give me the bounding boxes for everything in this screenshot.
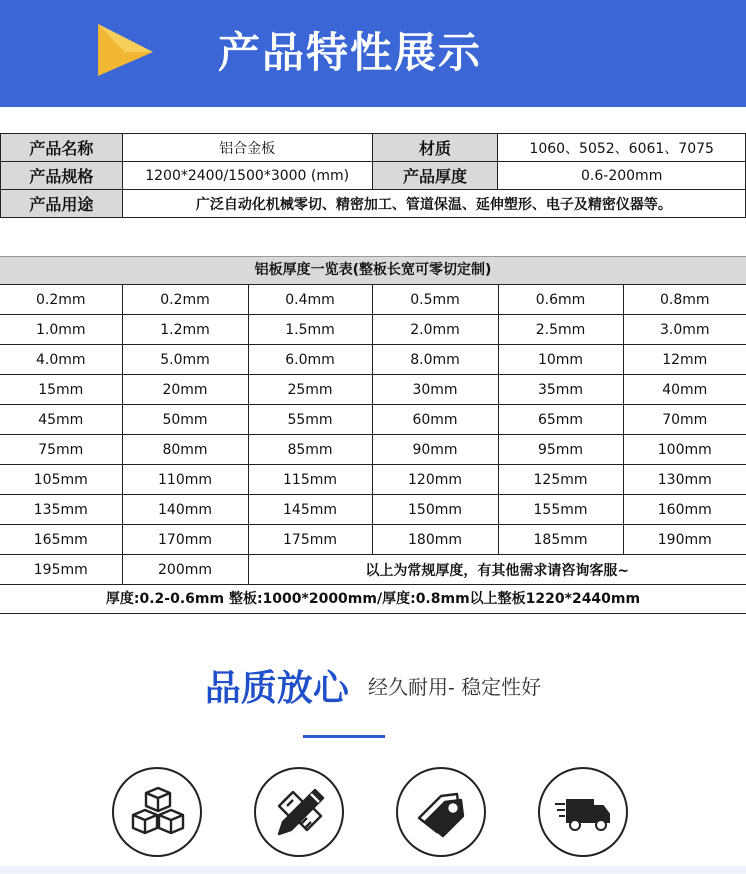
thickness-cell: 75mm: [0, 435, 122, 465]
thickness-row: [0, 405, 746, 435]
thickness-cell: 150mm: [372, 495, 498, 525]
spec-value: 1060、5052、6061、7075: [498, 134, 746, 162]
thickness-row: [0, 315, 746, 345]
thickness-row: [0, 525, 746, 555]
thickness-cell: 175mm: [248, 525, 372, 555]
spec-value: 1200*2400/1500*3000 (mm): [122, 162, 372, 190]
thickness-cell: 190mm: [623, 525, 746, 555]
thickness-cell: 185mm: [498, 525, 623, 555]
spec-value: 0.6-200mm: [498, 162, 746, 190]
divider: [303, 735, 385, 738]
thickness-cell: 3.0mm: [623, 315, 746, 345]
price-tag-icon: [396, 767, 486, 857]
thickness-row: [0, 345, 746, 375]
thickness-cell: 4.0mm: [0, 345, 122, 375]
thickness-note: 以上为常规厚度，有其他需求请咨询客服~: [248, 555, 746, 585]
spec-label: 产品名称: [1, 134, 123, 162]
thickness-cell: 15mm: [0, 375, 122, 405]
thickness-cell: 12mm: [623, 345, 746, 375]
thickness-cell: 0.6mm: [498, 285, 623, 315]
thickness-cell: 0.2mm: [122, 285, 248, 315]
thickness-cell: 160mm: [623, 495, 746, 525]
bottom-strip: [0, 866, 746, 874]
spec-value: 铝合金板: [122, 134, 372, 162]
thickness-cell: 2.5mm: [498, 315, 623, 345]
quality-subtitle: 经久耐用- 稳定性好: [367, 675, 542, 699]
thickness-cell: 200mm: [122, 555, 248, 585]
thickness-cell: 85mm: [248, 435, 372, 465]
thickness-cell: 10mm: [498, 345, 623, 375]
spec-label: 产品规格: [1, 162, 123, 190]
thickness-cell: 8.0mm: [372, 345, 498, 375]
thickness-cell: 1.0mm: [0, 315, 122, 345]
thickness-cell: 70mm: [623, 405, 746, 435]
delivery-truck-icon: [538, 767, 628, 857]
thickness-cell: 145mm: [248, 495, 372, 525]
thickness-cell: 115mm: [248, 465, 372, 495]
boxes-icon: [112, 767, 202, 857]
thickness-table-header: 铝板厚度一览表(整板长宽可零切定制): [0, 256, 746, 285]
thickness-cell: 140mm: [122, 495, 248, 525]
thickness-cell: 125mm: [498, 465, 623, 495]
thickness-cell: 130mm: [623, 465, 746, 495]
thickness-cell: 20mm: [122, 375, 248, 405]
spec-label: 材质: [372, 134, 498, 162]
thickness-row: [0, 465, 746, 495]
thickness-cell: 170mm: [122, 525, 248, 555]
spec-label: 产品厚度: [372, 162, 498, 190]
thickness-cell: 30mm: [372, 375, 498, 405]
thickness-cell: 5.0mm: [122, 345, 248, 375]
quality-title: 品质放心: [204, 668, 349, 709]
spec-label: 产品用途: [1, 190, 123, 218]
thickness-cell: 40mm: [623, 375, 746, 405]
thickness-cell: 100mm: [623, 435, 746, 465]
thickness-cell: 105mm: [0, 465, 122, 495]
thickness-cell: 95mm: [498, 435, 623, 465]
thickness-cell: 195mm: [0, 555, 122, 585]
thickness-cell: 35mm: [498, 375, 623, 405]
banner: [0, 0, 746, 107]
thickness-cell: 65mm: [498, 405, 623, 435]
spec-value: 广泛自动化机械零切、精密加工、管道保温、延伸塑形、电子及精密仪器等。: [122, 190, 745, 218]
thickness-cell: 25mm: [248, 375, 372, 405]
thickness-row: [0, 375, 746, 405]
thickness-cell: 165mm: [0, 525, 122, 555]
thickness-cell: 80mm: [122, 435, 248, 465]
thickness-cell: 2.0mm: [372, 315, 498, 345]
thickness-cell: 1.5mm: [248, 315, 372, 345]
play-arrow-icon: [95, 22, 155, 78]
thickness-cell: 0.4mm: [248, 285, 372, 315]
thickness-cell: 155mm: [498, 495, 623, 525]
thickness-cell: 50mm: [122, 405, 248, 435]
thickness-cell: 55mm: [248, 405, 372, 435]
thickness-cell: 6.0mm: [248, 345, 372, 375]
thickness-row: [0, 495, 746, 525]
thickness-cell: 120mm: [372, 465, 498, 495]
thickness-cell: 0.8mm: [623, 285, 746, 315]
thickness-cell: 90mm: [372, 435, 498, 465]
pencil-edit-icon: [254, 767, 344, 857]
thickness-cell: 0.5mm: [372, 285, 498, 315]
banner-title: 产品特性展示: [218, 28, 483, 77]
spec-table: [0, 133, 746, 218]
thickness-cell: 135mm: [0, 495, 122, 525]
quality-heading: [0, 660, 746, 711]
thickness-row: [0, 435, 746, 465]
thickness-cell: 0.2mm: [0, 285, 122, 315]
thickness-cell: 60mm: [372, 405, 498, 435]
thickness-table: [0, 284, 746, 585]
thickness-cell: 110mm: [122, 465, 248, 495]
thickness-row: [0, 285, 746, 315]
thickness-footnote: 厚度:0.2-0.6mm 整板:1000*2000mm/厚度:0.8mm以上整板1220*2440mm: [0, 584, 746, 614]
thickness-cell: 45mm: [0, 405, 122, 435]
thickness-cell: 1.2mm: [122, 315, 248, 345]
thickness-cell: 180mm: [372, 525, 498, 555]
